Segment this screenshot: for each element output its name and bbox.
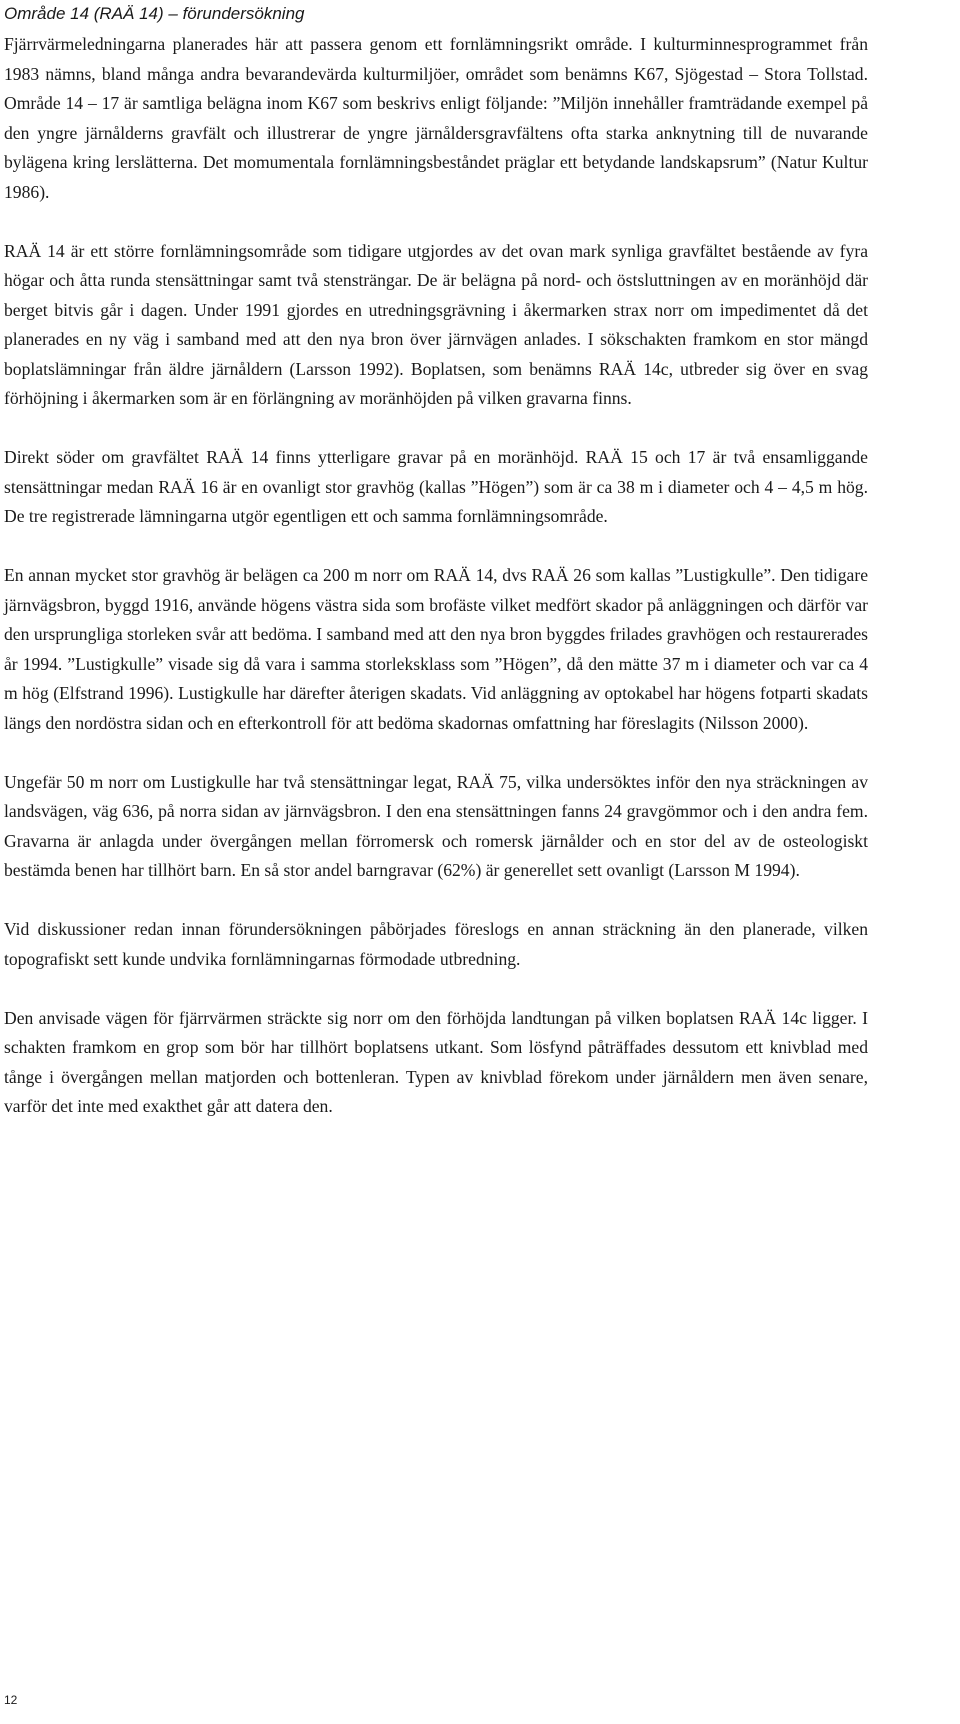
page-number: 12 xyxy=(4,1693,18,1707)
paragraph: Direkt söder om gravfältet RAÄ 14 finns ytterligare gravar på en moränhöjd. RAÄ 15 och 17 är två ensamliggande stensättningar medan RAÄ 16 är en ovanligt stor gravhög (kallas ”Högen”) som är ca 38 m i diameter och 4 – 4,5 m hög. De tre registrerade lämningarna utgör egentligen ett och samma fornlämningsområde. xyxy=(4,447,868,526)
paragraph: Den anvisade vägen för fjärrvärmen sträckte sig norr om den förhöjda landtungan på vilken boplatsen RAÄ 14c ligger. I schakten framkom en grop som bör har tillhört boplatsens utkant. Som lösfynd påträffades dessutom ett knivblad med tånge i övergången mellan matjorden och bottenleran. Typen av knivblad förekom under järnåldern men även senare, varför det inte med exakthet går att datera den. xyxy=(4,1007,868,1116)
paragraph: Ungefär 50 m norr om Lustigkulle har två stensättningar legat, RAÄ 75, vilka undersöktes inför den nya sträckningen av landsvägen, väg 636, på norra sidan av järnvägsbron. I den ena stensättningen fanns 24 gravgömmor och i den andra fem. Gravarna är anlagda under övergången mellan förromersk och romersk järnålder och en stor del av de osteologiskt bestämda benen har tillhört barn. En så stor andel barngravar (62%) är generellet sett ovanligt (Larsson M 1994). xyxy=(4,771,868,880)
paragraph: En annan mycket stor gravhög är belägen ca 200 m norr om RAÄ 14, dvs RAÄ 26 som kallas ”Lustigkulle”. Den tidigare järnvägsbron, byggd 1916, använde högens västra sida som brofäste vilket medfört skador på anläggningen och därför var den ursprungliga storleken svår att bedöma. I samband med att den nya bron byggdes frilades gravhögen och restaurerades år 1994. ”Lustigkulle” visade sig då vara i samma storleksklass som ”Högen”, då den mätte 37 m i diameter och var ca 4 m hög (Elfstrand 1996). Lustigkulle har därefter återigen skadats. Vid anläggning av optokabel har högens fotparti skadats längs den nordöstra sidan och en efterkontroll för att bedöma skadornas omfattning har föreslagits (Nilsson 2000). xyxy=(4,565,868,733)
paragraph: Vid diskussioner redan innan förundersökningen påbörjades föreslogs en annan sträckning än den planerade, vilken topografiskt sett kunde undvika fornlämningarnas förmodade utbredning. xyxy=(4,919,868,969)
section-heading: Område 14 (RAÄ 14) – förundersökning xyxy=(4,4,305,23)
body-text xyxy=(4,30,868,1151)
paragraph: Fjärrvärmeledningarna planerades här att passera genom ett fornlämningsrikt område. I kulturminnesprogrammet från 1983 nämns, bland många andra bevarandevärda kulturmiljöer, området som benämns K67, Sjögestad – Stora Tollstad. Område 14 – 17 är samtliga belägna inom K67 som beskrivs enligt följande: ”Miljön innehåller framträdande exempel på den yngre järnålderns gravfält och illustrerar de yngre järnåldersgravfältens ofta starka anknytning till de nuvarande bylägena kring lerslätterna. Det momumentala fornlämningsbeståndet präglar ett betydande landskapsrum” (Natur Kultur 1986). xyxy=(4,34,868,202)
paragraph: RAÄ 14 är ett större fornlämningsområde som tidigare utgjordes av det ovan mark synliga gravfältet bestående av fyra högar och åtta runda stensättningar samt två stensträngar. De är belägna på nord- och östsluttningen av en moränhöjd där berget bitvis går i dagen. Under 1991 gjordes en utredningsgrävning i åkermarken strax norr om impedimentet då det planerades en ny väg i samband med att den nya bron över järnvägen anlades. I sökschakten framkom en stor mängd boplatslämningar från äldre järnåldern (Larsson 1992). Boplatsen, som benämns RAÄ 14c, utbreder sig över en svag förhöjning i åkermarken som är en förlängning av moränhöjden på vilken gravarna finns. xyxy=(4,240,868,408)
